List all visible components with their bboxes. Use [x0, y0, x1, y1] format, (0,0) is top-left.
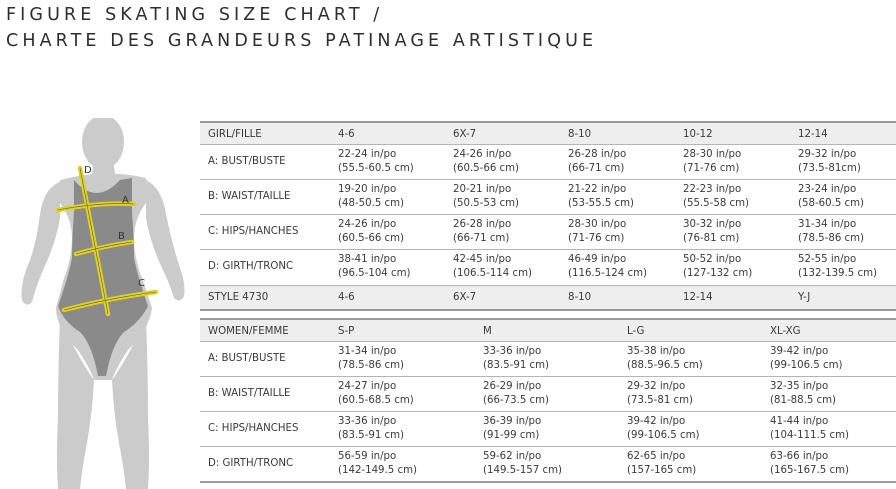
measurement-cell: 28-30 in/po (71-76 cm): [568, 219, 627, 244]
women-header-row: [200, 318, 896, 342]
girls-row-bust: [200, 145, 896, 180]
girls-row-waist: [200, 180, 896, 215]
measurement-cell: 46-49 in/po (116.5-124 cm): [568, 254, 647, 279]
measurement-cell: 21-22 in/po (53-55.5 cm): [568, 184, 635, 209]
girls-row-girth: [200, 250, 896, 286]
measurement-cell: 31-34 in/po (78.5-86 cm): [338, 346, 405, 371]
row-label: A: BUST/BUSTE: [208, 353, 286, 364]
measurement-cell: 32-35 in/po (81-88.5 cm): [770, 381, 837, 406]
style-size: 4-6: [338, 292, 355, 303]
women-header-size: M: [483, 326, 492, 337]
women-row-bust: [200, 342, 896, 377]
body-measurement-figure: [0, 118, 200, 489]
measurement-cell: 24-26 in/po (60.5-66 cm): [338, 219, 405, 244]
measurement-cell: 23-24 in/po (58-60.5 cm): [798, 184, 865, 209]
measurement-cell: 33-36 in/po (83.5-91 cm): [483, 346, 550, 371]
measurement-cell: 38-41 in/po (96.5-104 cm): [338, 254, 411, 279]
women-header-size: XL-XG: [770, 326, 801, 337]
row-label: C: HIPS/HANCHES: [208, 226, 299, 237]
girls-row-hips: [200, 215, 896, 250]
measurement-cell: 62-65 in/po (157-165 cm): [627, 451, 697, 476]
row-label: B: WAIST/TAILLE: [208, 191, 291, 202]
row-label: C: HIPS/HANCHES: [208, 423, 299, 434]
women-header-size: S-P: [338, 326, 355, 337]
women-row-girth: [200, 447, 896, 483]
measurement-cell: 39-42 in/po (99-106.5 cm): [627, 416, 700, 441]
measurement-cell: 26-28 in/po (66-71 cm): [568, 149, 627, 174]
style-size: 6X-7: [453, 292, 477, 303]
girls-header-row: [200, 121, 896, 145]
measurement-cell: 22-24 in/po (55.5-60.5 cm): [338, 149, 414, 174]
women-row-hips: [200, 412, 896, 447]
measurement-cell: 19-20 in/po (48-50.5 cm): [338, 184, 405, 209]
measurement-cell: 33-36 in/po (83.5-91 cm): [338, 416, 405, 441]
measurement-cell: 59-62 in/po (149.5-157 cm): [483, 451, 562, 476]
figure-label-d: D: [84, 165, 92, 176]
row-label: A: BUST/BUSTE: [208, 156, 286, 167]
measurement-cell: 39-42 in/po (99-106.5 cm): [770, 346, 843, 371]
measurement-cell: 63-66 in/po (165-167.5 cm): [770, 451, 849, 476]
measurement-cell: 41-44 in/po (104-111.5 cm): [770, 416, 849, 441]
measurement-cell: 52-55 in/po (132-139.5 cm): [798, 254, 877, 279]
girls-header-size: 12-14: [798, 129, 828, 140]
measurement-cell: 22-23 in/po (55.5-58 cm): [683, 184, 750, 209]
girls-style-row: [200, 286, 896, 311]
measurement-cell: 26-29 in/po (66-73.5 cm): [483, 381, 550, 406]
style-label: STYLE 4730: [208, 292, 269, 303]
measurement-cell: 29-32 in/po (73.5-81cm): [798, 149, 861, 174]
figure-label-b: B: [118, 231, 125, 242]
measurement-cell: 31-34 in/po (78.5-86 cm): [798, 219, 865, 244]
measurement-cell: 30-32 in/po (76-81 cm): [683, 219, 742, 244]
measurement-cell: 42-45 in/po (106.5-114 cm): [453, 254, 532, 279]
girls-header-size: 10-12: [683, 129, 713, 140]
style-size: 12-14: [683, 292, 713, 303]
figure-left-arm: [22, 182, 61, 305]
women-header-label: WOMEN/FEMME: [208, 326, 289, 337]
measurement-cell: 20-21 in/po (50.5-53 cm): [453, 184, 520, 209]
row-label: B: WAIST/TAILLE: [208, 388, 291, 399]
figure-label-a: A: [122, 195, 129, 206]
style-size: 8-10: [568, 292, 592, 303]
girls-header-label: GIRL/FILLE: [208, 129, 262, 140]
style-size: Y-J: [798, 292, 811, 303]
row-label: D: GIRTH/TRONC: [208, 261, 294, 272]
figure-right-arm: [146, 180, 185, 301]
women-header-size: L-G: [627, 326, 645, 337]
chart-title-english: FIGURE SKATING SIZE CHART /: [6, 5, 384, 25]
measurement-cell: 24-27 in/po (60.5-68.5 cm): [338, 381, 414, 406]
measurement-cell: 36-39 in/po (91-99 cm): [483, 416, 542, 441]
chart-title-french: CHARTE DES GRANDEURS PATINAGE ARTISTIQUE: [6, 31, 598, 51]
women-row-waist: [200, 377, 896, 412]
measurement-cell: 50-52 in/po (127-132 cm): [683, 254, 753, 279]
figure-label-c: C: [138, 278, 145, 289]
measurement-cell: 26-28 in/po (66-71 cm): [453, 219, 512, 244]
measurement-cell: 56-59 in/po (142-149.5 cm): [338, 451, 417, 476]
girls-header-size: 4-6: [338, 129, 355, 140]
measurement-cell: 28-30 in/po (71-76 cm): [683, 149, 742, 174]
row-label: D: GIRTH/TRONC: [208, 458, 294, 469]
girls-header-size: 8-10: [568, 129, 592, 140]
measurement-cell: 24-26 in/po (60.5-66 cm): [453, 149, 520, 174]
girls-header-size: 6X-7: [453, 129, 477, 140]
measurement-cell: 35-38 in/po (88.5-96.5 cm): [627, 346, 703, 371]
measurement-cell: 29-32 in/po (73.5-81 cm): [627, 381, 694, 406]
